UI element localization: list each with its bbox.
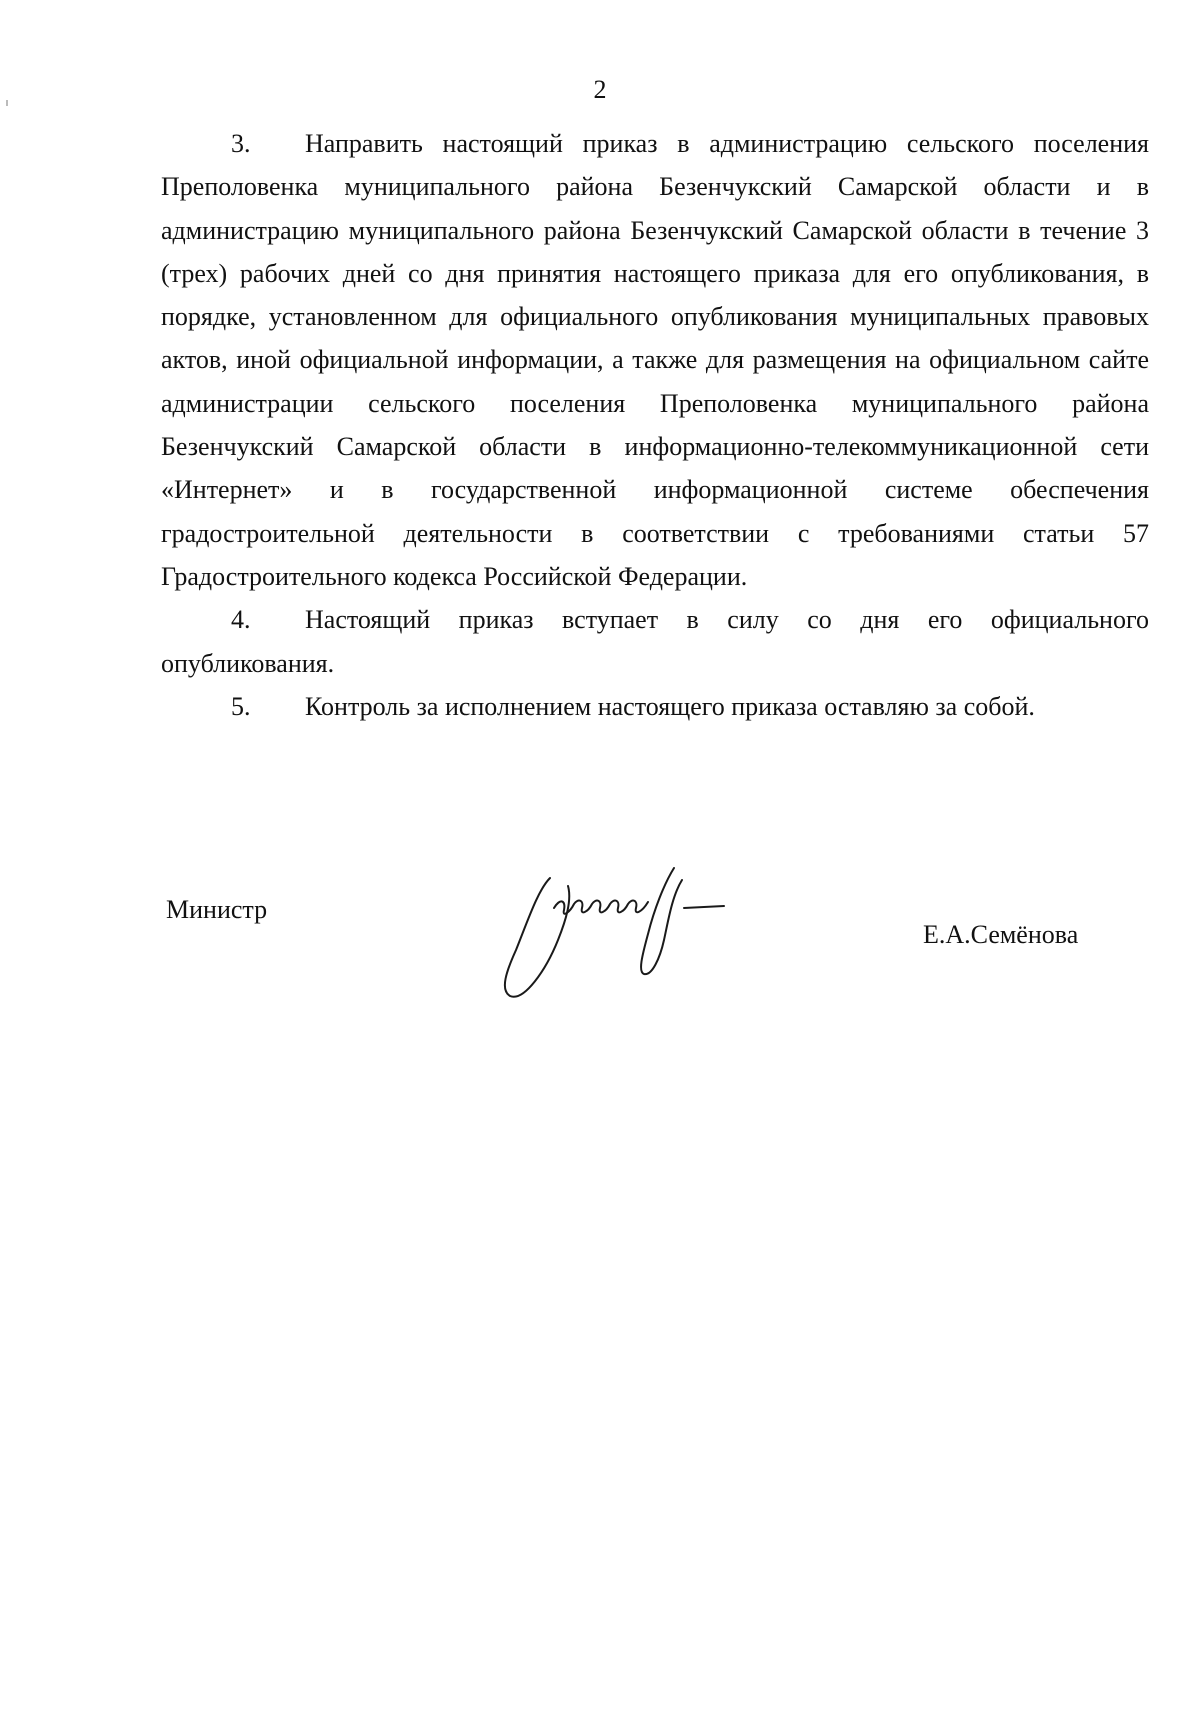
page-number: 2 xyxy=(593,75,607,104)
paragraph-3 xyxy=(161,122,1149,598)
signature-block xyxy=(0,860,1200,1010)
document-body xyxy=(161,122,1149,728)
paragraph-text: Настоящий приказ вступает в силу со дня его официального опубликования. xyxy=(161,605,1149,678)
paragraph-number: 5. xyxy=(231,691,251,721)
paragraph-4 xyxy=(161,598,1149,685)
paragraph-text: Направить настоящий приказ в администрацию сельского поселения Преполовенка муниципального района Безенчукский Самарской области и в администрацию муниципального района Безенчукский Самарской области в течение 3 (трех) рабочих дней со дня принятия настоящего приказа для его опубликования, в порядке, установленном для официального опубликования муниципальных правовых актов, иной официальной информации, а также для размещения на официальном сайте администрации сельского поселения Преполовенка муниципального района Безенчукский Самарской области в информационно-телекоммуникационной сети «Интернет» и в государственной информационной системе обеспечения градостроительной деятельности в соответствии с требованиями статьи 57 Градостроительного кодекса Российской Федерации. xyxy=(161,129,1149,591)
handwritten-signature xyxy=(488,860,773,1000)
paragraph-number: 3. xyxy=(231,129,251,158)
signer-position: Министр xyxy=(166,895,268,924)
paragraph-number: 4. xyxy=(231,605,251,635)
paragraph-5 xyxy=(161,685,1149,728)
signer-name: Е.А.Семёнова xyxy=(923,920,1079,949)
paragraph-text: Контроль за исполнением настоящего приказа оставляю за собой. xyxy=(305,691,1035,721)
